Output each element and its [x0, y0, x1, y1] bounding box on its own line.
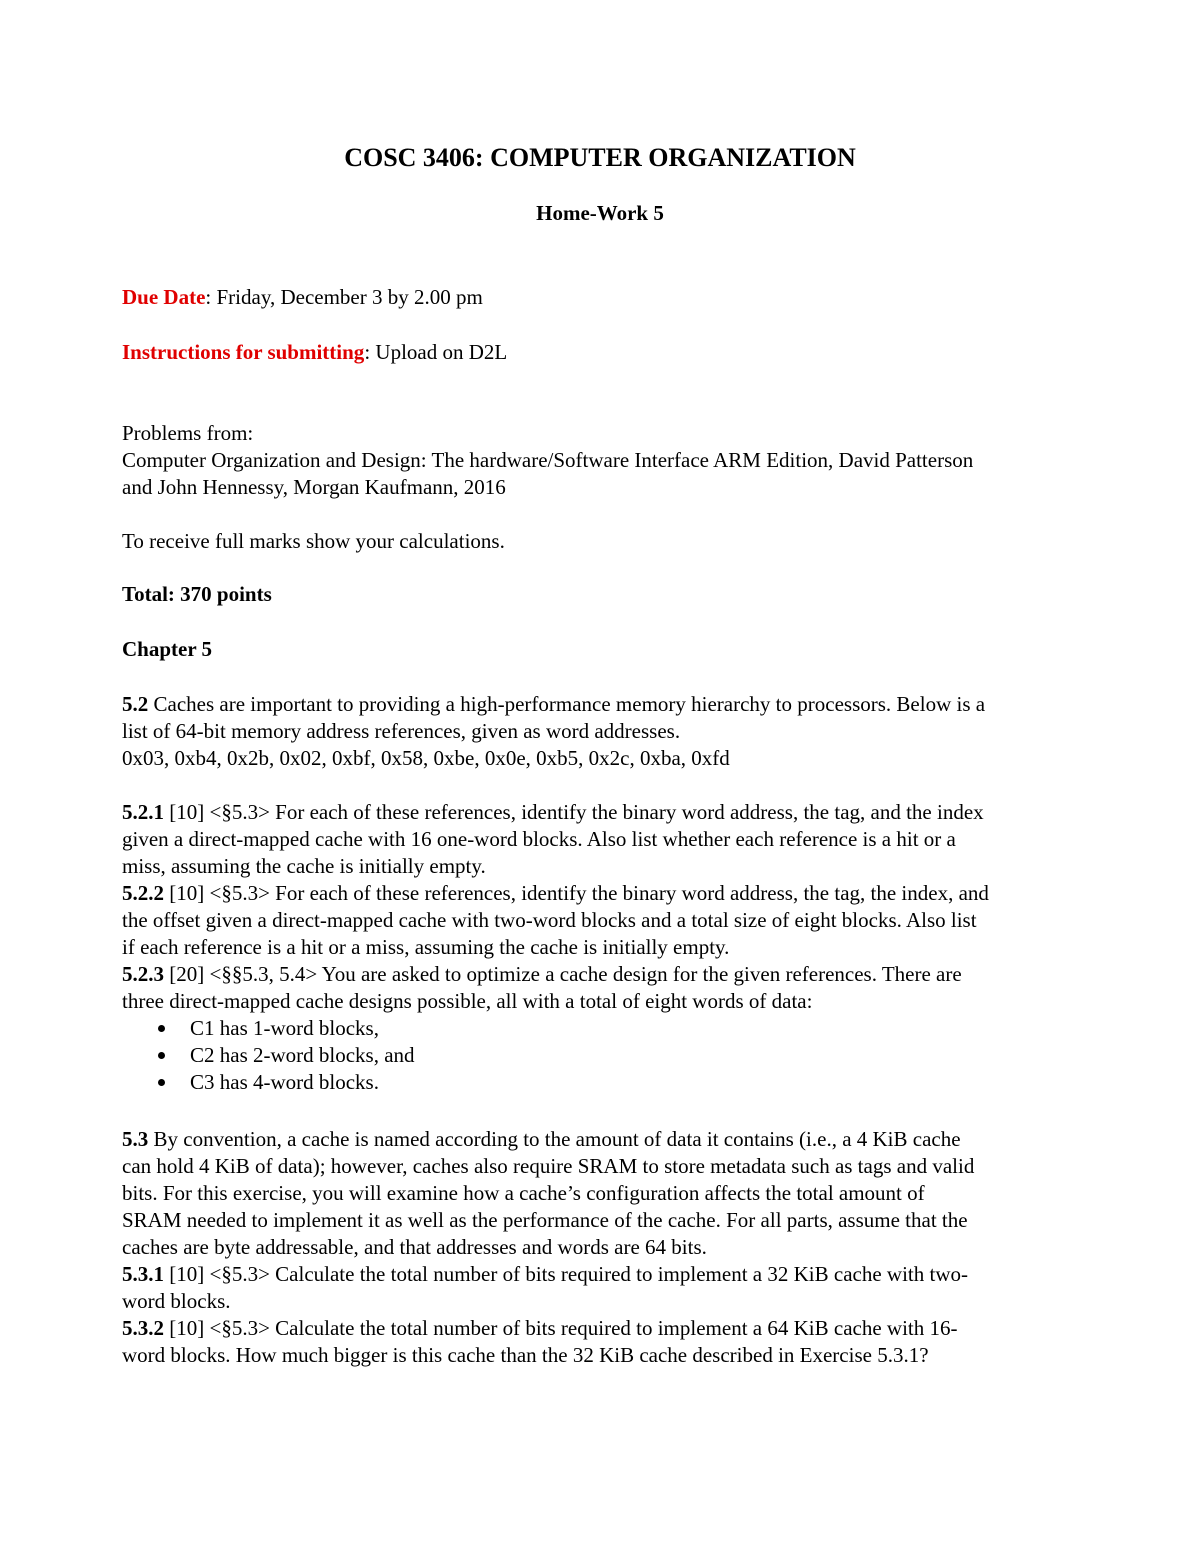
due-date-label: Due Date: [122, 285, 206, 309]
question-text: [10] <§5.3> For each of these references, identify the binary word address, the tag, and the index: [164, 800, 984, 824]
question-text: By convention, a cache is named according to the amount of data it contains (i.e., a 4 KiB cache: [148, 1127, 961, 1151]
due-date-value: : Friday, December 3 by 2.00 pm: [205, 285, 483, 309]
question-5-3: [122, 1126, 1102, 1369]
question-5-2: [122, 691, 1102, 772]
address-list: 0x03, 0xb4, 0x2b, 0x02, 0xbf, 0x58, 0xbe, 0x0e, 0xb5, 0x2c, 0xba, 0xfd: [122, 746, 730, 770]
book-reference-line-2: and John Hennessy, Morgan Kaufmann, 2016: [122, 475, 506, 499]
question-5-2-1-line-1: [122, 799, 1102, 826]
question-5-3-line-5: caches are byte addressable, and that addresses and words are 64 bits.: [122, 1235, 707, 1259]
question-text: [10] <§5.3> Calculate the total number of bits required to implement a 32 KiB cache with two-: [164, 1262, 968, 1286]
question-number: 5.3.2: [122, 1316, 164, 1340]
question-5-2-2-line-3: if each reference is a hit or a miss, assuming the cache is initially empty.: [122, 935, 730, 959]
question-text: [10] <§5.3> Calculate the total number of bits required to implement a 64 KiB cache with 16-: [164, 1316, 958, 1340]
list-item: [122, 1042, 1102, 1069]
calculation-note: To receive full marks show your calculations.: [122, 529, 505, 553]
question-number: 5.2: [122, 692, 149, 716]
question-number: 5.3: [122, 1127, 149, 1151]
list-item-text: C3 has 4-word blocks.: [190, 1070, 379, 1094]
instructions-label: Instructions for submitting: [122, 340, 365, 364]
question-5-3-1-line-2: word blocks.: [122, 1289, 231, 1313]
question-5-2-line-1: [122, 691, 1102, 718]
question-5-2-2-line-1: [122, 880, 1102, 907]
homework-title: Home-Work 5: [536, 201, 664, 225]
book-reference-line-1: Computer Organization and Design: The hardware/Software Interface ARM Edition, David Patterson: [122, 448, 974, 472]
list-item-text: C1 has 1-word blocks,: [190, 1016, 379, 1040]
question-5-2-parts: [122, 799, 1102, 1096]
question-5-2-1-line-3: miss, assuming the cache is initially empty.: [122, 854, 486, 878]
problems-source: [122, 420, 1102, 501]
question-5-3-line-4: SRAM needed to implement it as well as the performance of the cache. For all parts, assume that the: [122, 1208, 968, 1232]
question-text: Caches are important to providing a high-performance memory hierarchy to processors. Below is a: [148, 692, 986, 716]
question-number: 5.3.1: [122, 1262, 164, 1286]
question-number: 5.2.3: [122, 962, 164, 986]
question-5-3-1-line-1: [122, 1261, 1102, 1288]
due-date-line: [122, 284, 1102, 311]
chapter-heading: Chapter 5: [122, 637, 213, 661]
question-5-2-2-line-2: the offset given a direct-mapped cache with two-word blocks and a total size of eight blocks. Also list: [122, 908, 977, 932]
cache-design-list: [122, 1015, 1102, 1096]
question-text: [20] <§§5.3, 5.4> You are asked to optimize a cache design for the given references. There are: [164, 962, 962, 986]
list-item: [122, 1069, 1102, 1096]
instructions-line: [122, 339, 1102, 366]
course-title: COSC 3406: COMPUTER ORGANIZATION: [344, 143, 856, 172]
bullet-icon: [158, 1079, 165, 1086]
question-5-3-line-2: can hold 4 KiB of data); however, caches also require SRAM to store metadata such as tags and valid: [122, 1154, 975, 1178]
question-5-3-2-line-1: [122, 1315, 1102, 1342]
instructions-value: : Upload on D2L: [364, 340, 508, 364]
question-text: [10] <§5.3> For each of these references, identify the binary word address, the tag, the index, and: [164, 881, 989, 905]
question-5-3-2-line-2: word blocks. How much bigger is this cache than the 32 KiB cache described in Exercise 5.3.1?: [122, 1343, 929, 1367]
question-5-2-line-2: list of 64-bit memory address references, given as word addresses.: [122, 719, 681, 743]
question-5-3-line-3: bits. For this exercise, you will examine how a cache’s configuration affects the total amount of: [122, 1181, 925, 1205]
question-5-2-3-line-1: [122, 961, 1102, 988]
question-5-3-line-1: [122, 1126, 1102, 1153]
list-item: [122, 1015, 1102, 1042]
bullet-icon: [158, 1052, 165, 1059]
total-points: Total: 370 points: [122, 582, 272, 606]
question-5-2-1-line-2: given a direct-mapped cache with 16 one-word blocks. Also list whether each reference is a hit or a: [122, 827, 956, 851]
problems-heading: Problems from:: [122, 421, 254, 445]
question-number: 5.2.2: [122, 881, 164, 905]
question-5-2-3-line-2: three direct-mapped cache designs possible, all with a total of eight words of data:: [122, 989, 813, 1013]
question-number: 5.2.1: [122, 800, 164, 824]
list-item-text: C2 has 2-word blocks, and: [190, 1043, 415, 1067]
bullet-icon: [158, 1025, 165, 1032]
